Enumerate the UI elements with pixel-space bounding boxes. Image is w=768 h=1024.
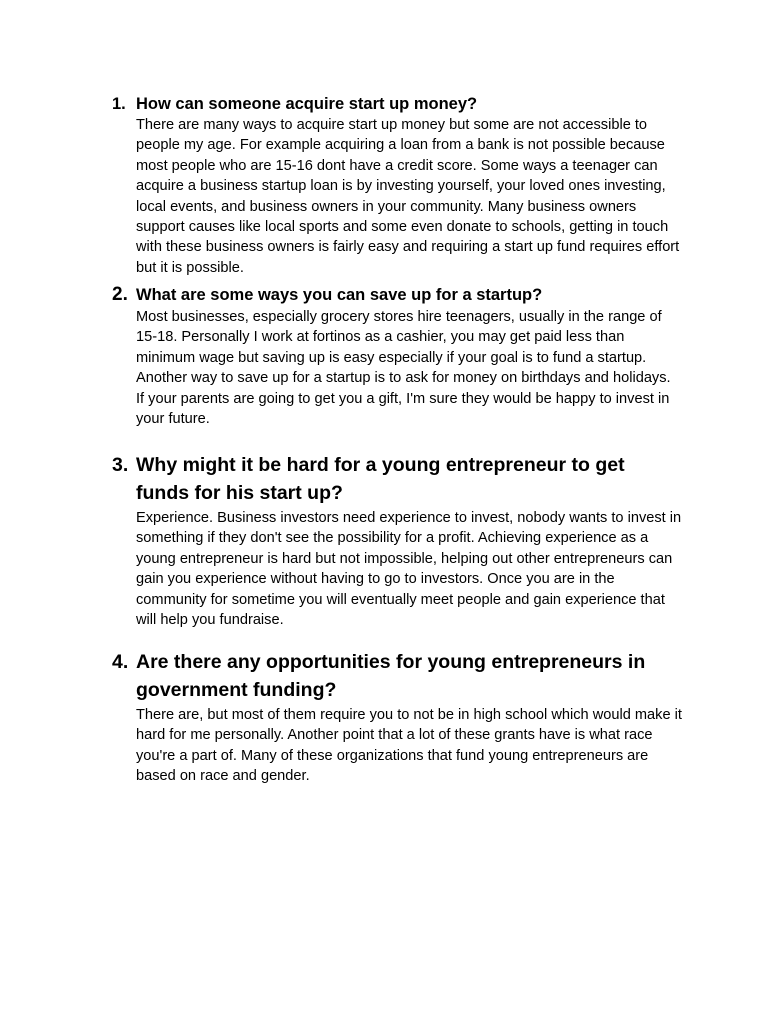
question-text: How can someone acquire start up money? (136, 95, 478, 113)
question-heading-4 (112, 649, 682, 704)
qa-item-2 (112, 283, 682, 429)
answer-paragraph-2: Most businesses, especially grocery stores hire teenagers, usually in the range of 15-18. Personally I work at fortinos as a cashier, you may get paid less than minimum wage but saving up is easy especially if your goal is to fund a startup. Another way to save up for a startup is to ask for money on birthdays and holidays. If your parents are going to get you a gift, I'm sure they would be happy to invest in your future. (136, 309, 671, 428)
list-number: 3. (112, 454, 129, 476)
list-number: 4. (112, 651, 129, 673)
question-heading-2 (112, 283, 682, 307)
qa-item-3 (112, 452, 682, 630)
qa-item-4 (112, 649, 682, 787)
list-number: 2. (112, 284, 128, 305)
list-number: 1. (112, 95, 126, 113)
question-text: What are some ways you can save up for a startup? (136, 286, 543, 304)
question-text: Why might it be hard for a young entrepreneur to get funds for his start up? (136, 454, 625, 504)
answer-paragraph-3: Experience. Business investors need experience to invest, nobody wants to invest in something if they don't see the possibility for a profit. Achieving experience as a young entrepreneur is hard but not impossible, helping out other entrepreneurs can gain you experience without having to go to investors. Once you are in the community for sometime you will eventually meet people and gain experience that will help you fundraise. (136, 510, 682, 629)
question-text: Are there any opportunities for young entrepreneurs in government funding? (136, 651, 646, 701)
question-heading-3 (112, 452, 682, 507)
answer-paragraph-1: There are many ways to acquire start up money but some are not accessible to people my age. For example acquiring a loan from a bank is not possible because most people who are 15-16 dont have a credit score. Some ways a teenager can acquire a business startup loan is by investing yourself, your loved ones investing, local events, and business owners in your community. Many business owners support causes like local sports and some even donate to schools, getting in touch with these business owners is fairly easy and requiring a start up fund requires effort but it is possible. (136, 117, 680, 276)
question-heading-1 (112, 93, 682, 115)
answer-paragraph-4: There are, but most of them require you to not be in high school which would make it hard for me personally. Another point that a lot of these grants have is what race you're a part of. Many of these organizations that fund young entrepreneurs are based on race and gender. (136, 707, 682, 785)
qa-item-1 (112, 93, 682, 278)
